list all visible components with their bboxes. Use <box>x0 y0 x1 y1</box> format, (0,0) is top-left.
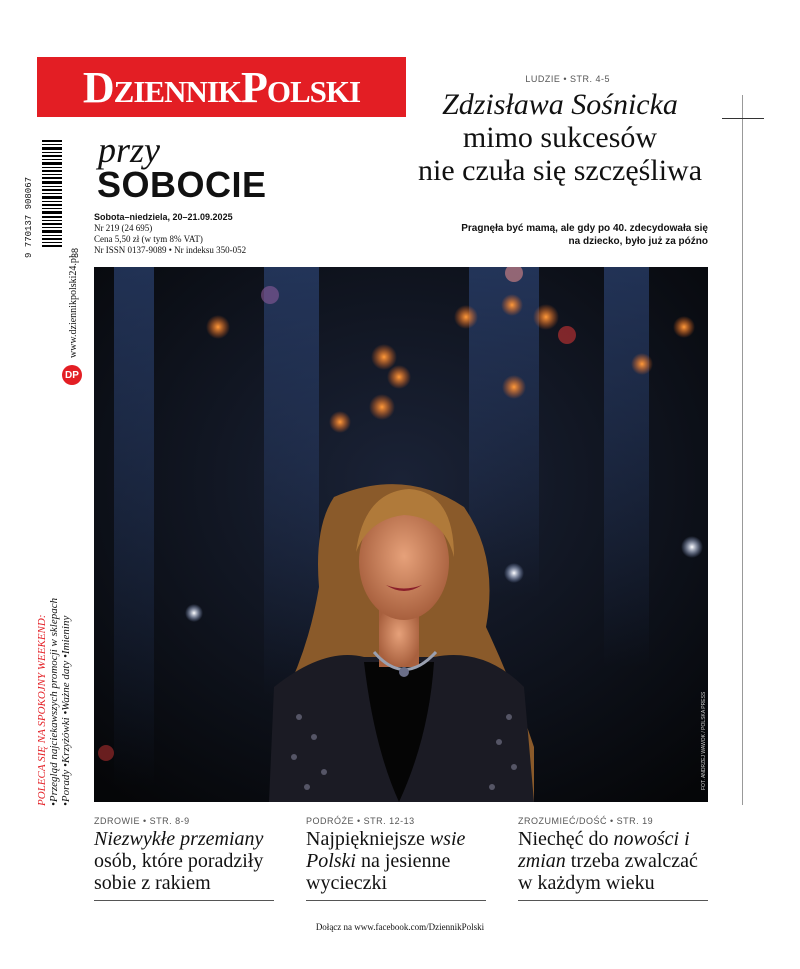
barcode <box>40 140 78 258</box>
article-zrozumiec[interactable] <box>518 816 708 901</box>
article-title <box>94 828 274 894</box>
article-kicker: ZROZUMIEĆ/DOŚĆ • STR. 19 <box>518 816 654 826</box>
barcode-issue-code: 38 <box>70 247 80 258</box>
dp-logo: DP <box>62 365 82 385</box>
top-story-name: Zdzisława Sośnicka <box>442 88 678 121</box>
issue-price: Cena 5,50 zł (w tym 8% VAT) <box>94 234 203 244</box>
article-title-a: Najpiękniejsze <box>306 828 425 850</box>
top-story-lead <box>440 222 708 248</box>
masthead-logo <box>37 57 406 117</box>
cover-photo[interactable] <box>94 267 708 802</box>
article-title-rest: osób, które poradziły sobie z rakiem <box>94 850 264 894</box>
article-podroze[interactable] <box>306 816 486 901</box>
top-story-title-line2: nie czuła się szczęśliwa <box>417 154 703 187</box>
side-promo <box>36 598 72 806</box>
issue-issn: Nr ISSN 0137-9089 • Nr indeksu 350-052 <box>94 245 247 255</box>
article-title-italic: wsie Polski <box>306 828 466 872</box>
issue-meta <box>94 212 294 256</box>
article-zdrowie[interactable] <box>94 816 274 901</box>
top-story-lead-line2: na dziecko, było już za późno <box>568 236 708 247</box>
issue-date: Sobota–niedziela, 20–21.09.2025 <box>94 212 233 222</box>
side-promo-line2: •Porady •Krzyżówki •Ważne daty •Imieniny <box>60 615 72 806</box>
article-title-italic1: nowości <box>613 828 680 850</box>
top-story-kicker: LUDZIE • STR. 4-5 <box>525 74 610 84</box>
masthead-title: DziennikPolski <box>82 62 361 112</box>
supplement-przy: przy <box>98 130 160 170</box>
top-story-headline[interactable] <box>410 88 710 187</box>
supplement-sobocie: SOBOCIE <box>97 164 267 205</box>
article-kicker: PODRÓŻE • STR. 12-13 <box>306 816 415 826</box>
side-promo-head: POLECA SIĘ NA SPOKOJNY WEEKEND: <box>36 614 48 806</box>
footer-facebook-link[interactable]: Dołącz na www.facebook.com/DziennikPolski <box>315 922 485 932</box>
top-story-lead-line1: Pragnęła być mamą, ale gdy po 40. zdecydowała się <box>461 223 708 234</box>
article-kicker: ZDROWIE • STR. 8-9 <box>94 816 190 826</box>
article-rule <box>94 900 274 901</box>
issue-number: Nr 219 (24 695) <box>94 223 153 233</box>
top-story-title-line1: mimo sukcesów <box>462 121 658 154</box>
crop-mark <box>722 118 764 119</box>
article-title-a: Niechęć do <box>518 828 609 850</box>
crop-line <box>742 95 743 805</box>
photo-credit: FOT. ANDRZEJ WAWOK / POLSKA PRESS <box>701 691 707 790</box>
article-title-rest: trzeba zwalczać w każdym wieku <box>518 850 698 894</box>
barcode-digits: 9 770137 908067 <box>24 176 34 258</box>
article-title <box>306 828 486 894</box>
article-title <box>518 828 708 894</box>
website-link[interactable]: www.dziennikpolski24.pl <box>68 255 79 358</box>
article-rule <box>518 900 708 901</box>
side-promo-line1: •Przegląd najciekawszych promocji w sklepach <box>48 597 60 806</box>
article-rule <box>306 900 486 901</box>
article-title-italic2: i zmian <box>518 828 690 872</box>
article-title-italic: Niezwykłe przemiany <box>94 828 264 850</box>
article-title-rest: na jesienne wycieczki <box>306 850 451 894</box>
